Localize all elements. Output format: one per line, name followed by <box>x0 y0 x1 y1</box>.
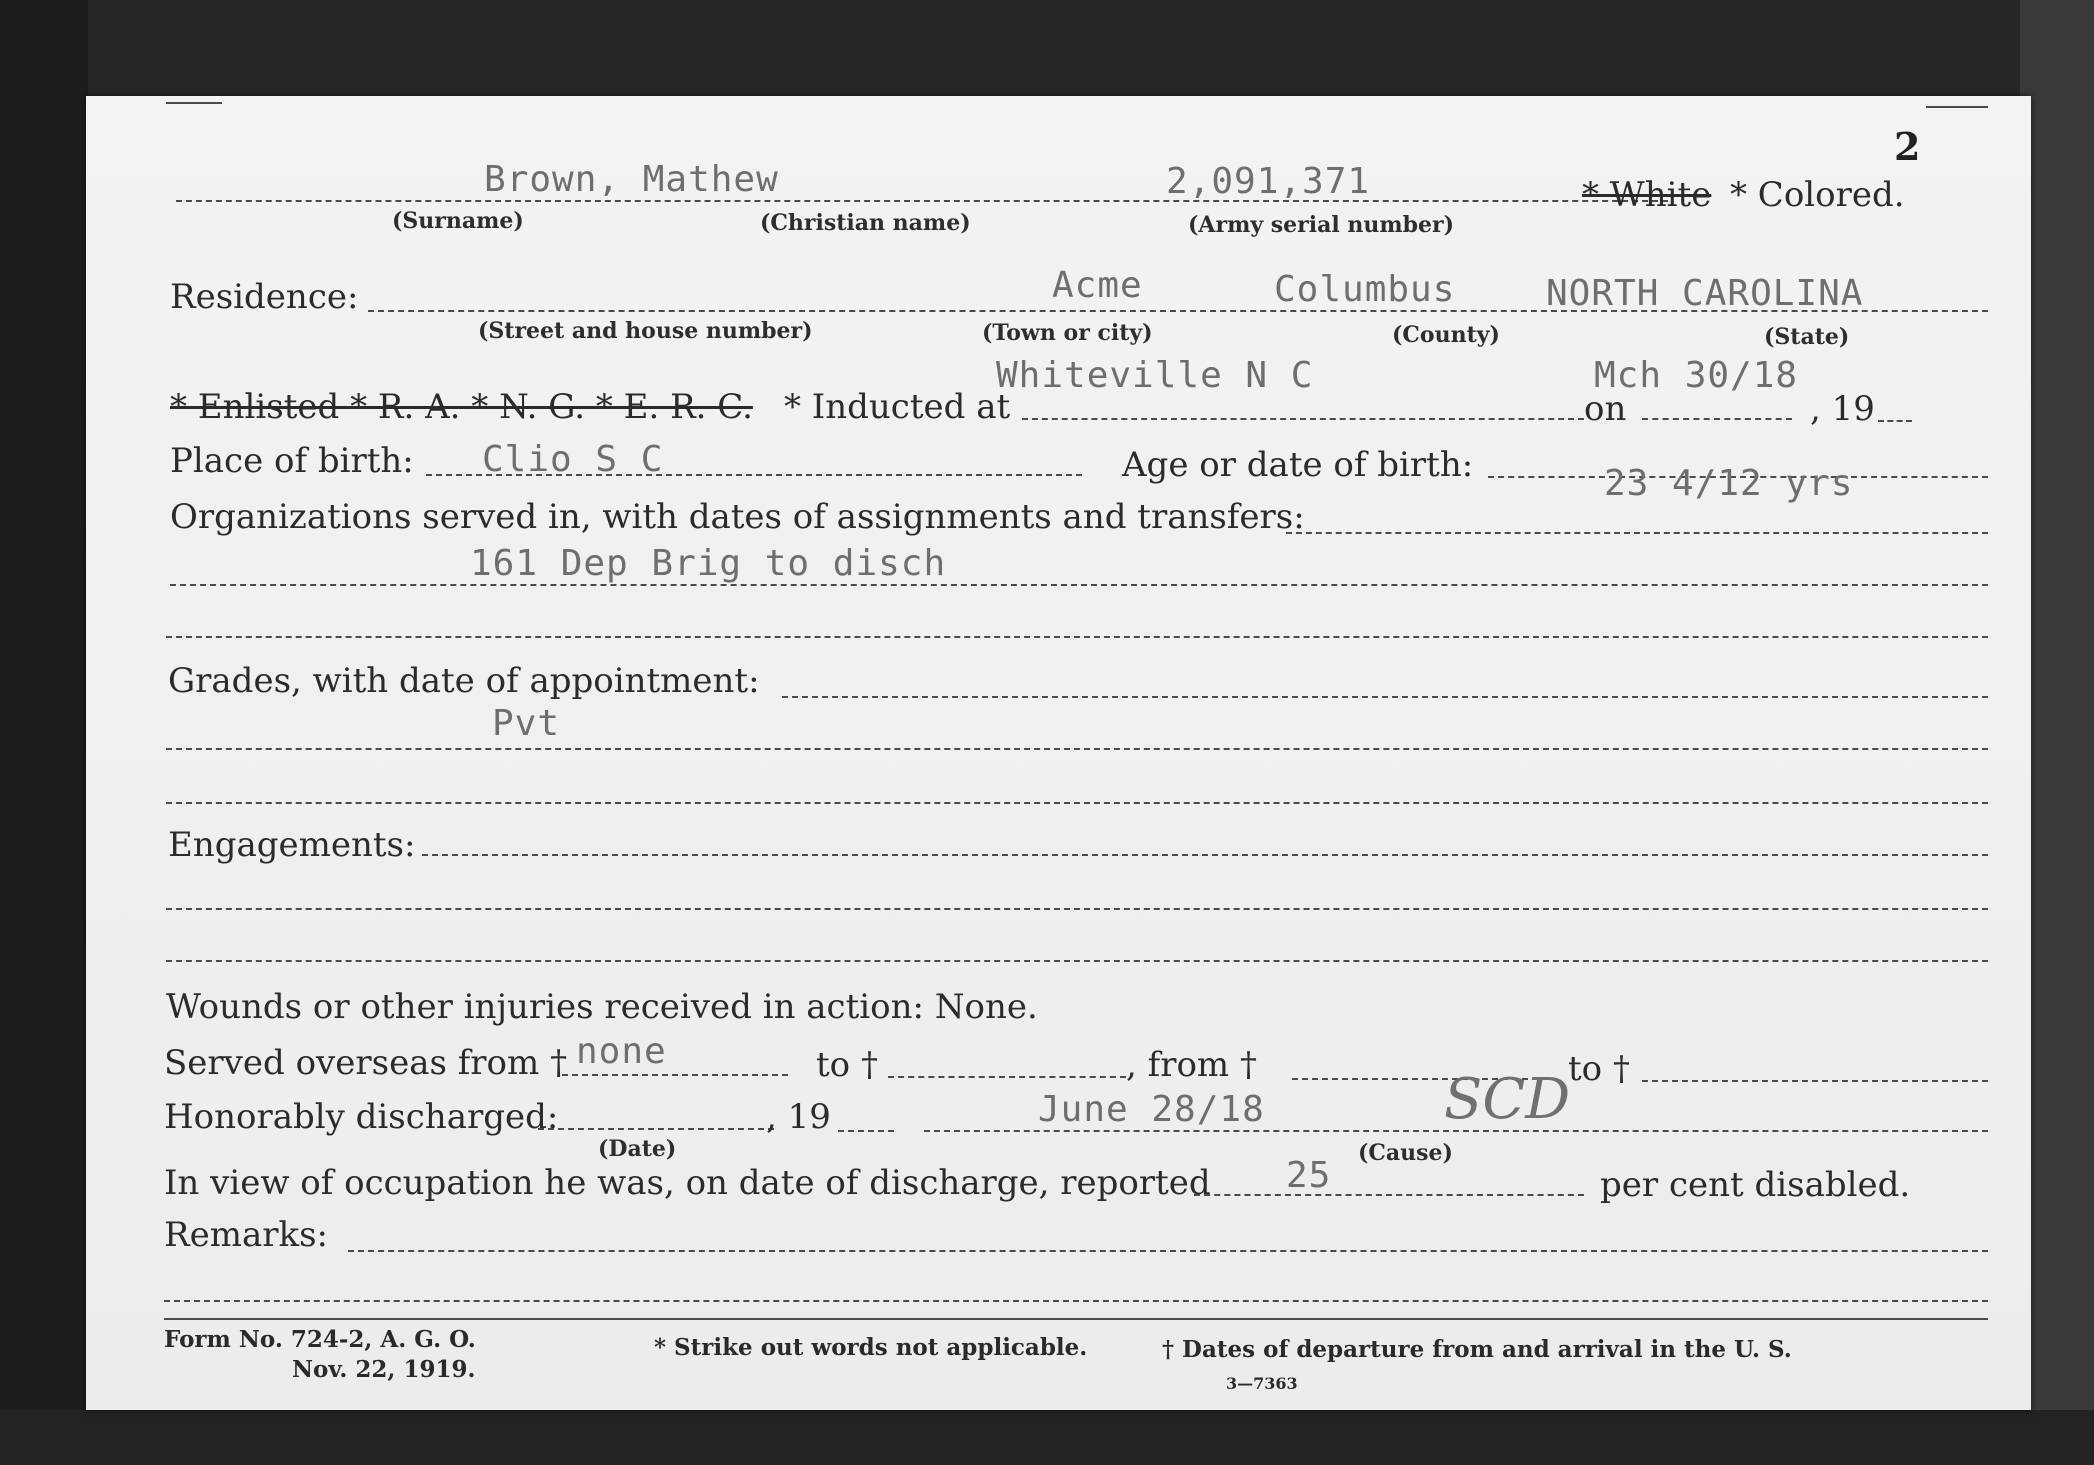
engagements-line-3 <box>166 960 1988 962</box>
top-left-rule <box>166 102 222 104</box>
enlisted-options <box>170 387 753 427</box>
race-white: * White <box>1582 175 1712 215</box>
state-caption: (State) <box>1764 324 1850 350</box>
scan-background-bottom <box>0 1410 2094 1465</box>
wounds-label: Wounds or other injuries received in action: None. <box>166 987 1038 1027</box>
serial-caption: (Army serial number) <box>1188 212 1455 238</box>
to-label-2: to † <box>1568 1049 1630 1089</box>
record-card <box>86 96 2031 1410</box>
year-line <box>1878 420 1912 422</box>
street-caption: (Street and house number) <box>478 318 813 344</box>
overseas-from-line <box>562 1074 788 1076</box>
footer-rule <box>164 1318 1988 1320</box>
grades-line-1 <box>782 696 1988 698</box>
served-overseas-label: Served overseas from † <box>164 1043 568 1083</box>
inducted-at-value: Whiteville N C <box>996 355 1314 396</box>
organizations-line-1 <box>1286 532 1988 534</box>
county-caption: (County) <box>1392 322 1500 348</box>
engagements-line-1 <box>422 854 1988 856</box>
year-19-label: , 19 <box>1810 389 1875 429</box>
state-value: NORTH CAROLINA <box>1546 273 1864 314</box>
remarks-label: Remarks: <box>164 1215 328 1255</box>
race-colored: * Colored. <box>1730 175 1905 215</box>
organizations-label: Organizations served in, with dates of assignments and transfers: <box>170 497 1305 537</box>
per-cent-disabled-label: per cent disabled. <box>1600 1165 1911 1205</box>
birthplace-value: Clio S C <box>482 439 664 480</box>
residence-label: Residence: <box>170 277 359 317</box>
dagger-note: † Dates of departure from and arrival in the U. S. <box>1162 1336 1792 1363</box>
honorably-discharged-label: Honorably discharged: <box>164 1097 559 1137</box>
card-number: 2 <box>1894 124 1921 169</box>
discharge-line-1 <box>538 1128 774 1130</box>
to-label-1: to † <box>816 1045 878 1085</box>
form-date: Nov. 22, 1919. <box>292 1356 476 1383</box>
organizations-line-3 <box>166 636 1988 638</box>
town-value: Acme <box>1052 265 1143 306</box>
inducted-line <box>1022 418 1584 420</box>
form-number: Form No. 724-2, A. G. O. <box>164 1326 476 1353</box>
overseas-from-value: none <box>576 1031 667 1072</box>
engagements-label: Engagements: <box>168 825 416 865</box>
age-label: Age or date of birth: <box>1122 445 1474 485</box>
remarks-line-2 <box>164 1300 1988 1302</box>
disabled-line <box>1194 1194 1584 1196</box>
engagements-line-2 <box>166 908 1988 910</box>
race-white-struck <box>1582 175 1712 215</box>
organizations-value: 161 Dep Brig to disch <box>470 543 947 584</box>
overseas-to-line-2 <box>1642 1080 1988 1082</box>
surname-caption: (Surname) <box>392 208 524 234</box>
cause-caption: (Cause) <box>1358 1140 1453 1166</box>
print-code: 3—7363 <box>1226 1374 1298 1393</box>
top-right-rule <box>1926 106 1988 108</box>
place-of-birth-label: Place of birth: <box>170 441 414 481</box>
disabled-percent-value: 25 <box>1286 1155 1332 1196</box>
scan-background-left <box>0 0 88 1465</box>
strike-out-note: * Strike out words not applicable. <box>654 1334 1088 1361</box>
age-value: 23 4/12 yrs <box>1604 463 1854 504</box>
comma-19-label: , 19 <box>766 1097 831 1137</box>
overseas-to-line-1 <box>888 1076 1126 1078</box>
in-view-label: In view of occupation he was, on date of discharge, reported <box>164 1163 1211 1203</box>
cause-value: SCD <box>1444 1067 1571 1132</box>
grade-value: Pvt <box>492 703 561 744</box>
name-value: Brown, Mathew <box>484 159 779 200</box>
remarks-line-1 <box>348 1250 1988 1252</box>
organizations-line-2 <box>170 584 1988 586</box>
county-value: Columbus <box>1274 269 1456 310</box>
discharge-year-line <box>838 1130 894 1132</box>
scan-background-top <box>0 0 2094 100</box>
grades-line-2 <box>166 748 1988 750</box>
inducted-on-value: Mch 30/18 <box>1594 355 1799 396</box>
grades-line-3 <box>166 802 1988 804</box>
inducted-label: * Inducted at <box>784 387 1011 427</box>
from-label-2: , from † <box>1126 1045 1257 1085</box>
discharged-date-value: June 28/18 <box>1038 1089 1265 1130</box>
scan-background-right <box>2020 0 2094 1465</box>
serial-value: 2,091,371 <box>1166 161 1371 202</box>
town-caption: (Town or city) <box>982 320 1153 346</box>
christian-name-caption: (Christian name) <box>760 210 971 236</box>
inducted-date-line <box>1642 418 1792 420</box>
on-label: on <box>1584 389 1627 429</box>
name-line <box>176 200 1668 202</box>
date-caption: (Date) <box>598 1136 677 1162</box>
enlisted-options-struck: * Enlisted * R. A. * N. G. * E. R. C. <box>170 387 753 427</box>
grades-label: Grades, with date of appointment: <box>168 661 760 701</box>
